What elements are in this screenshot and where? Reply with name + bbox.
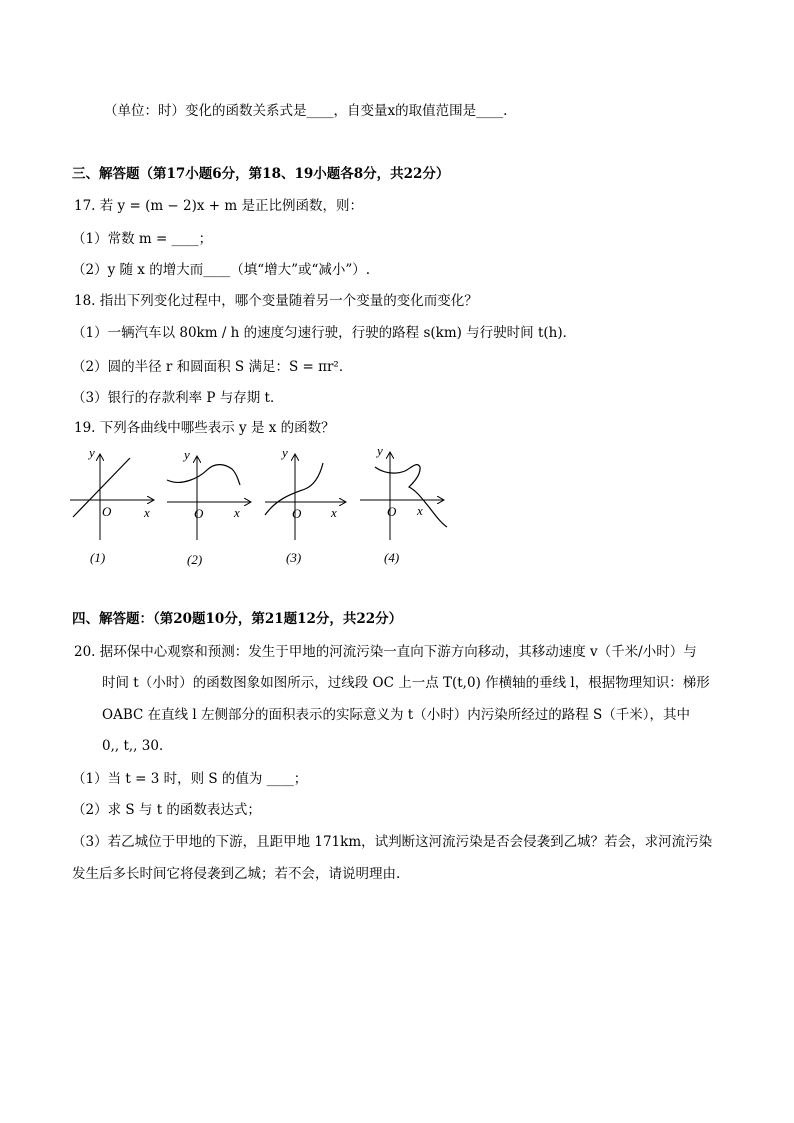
graph-4 [360,445,447,540]
graph-4-curve [375,465,447,527]
q20-part3a: （3）若乙城位于甲地的下游，且距甲地 171km，试判断这河流污染是否会侵袭到乙城？若会，求河流污染 [72,834,713,850]
graph-1 [70,445,153,540]
q20-line1: 20. 据环保中心观察和预测：发生于甲地的河流污染一直向下游方向移动，其移动速度 v（千米/小时）与 [74,644,697,660]
graph-3-x-label: x [331,505,337,520]
q20-line2: 时间 t（小时）的函数图象如图所示，过线段 OC 上一点 T(t,0) 作横轴的垂线 l，根据物理知识：梯形 [102,675,710,691]
q18-part3: （3）银行的存款利率 P 与存期 t． [72,390,284,406]
graph-2 [167,447,250,540]
q19-graphs [65,445,465,575]
graph-3 [265,445,345,540]
section-3-heading: 三、解答题（第17小题6分，第18、19小题各8分，共22分） [72,166,450,182]
graph-4-x-label: x [417,503,423,518]
graph-4-caption: (4) [384,550,400,565]
graph-2-caption: (2) [187,552,203,567]
q17-part1: （1）常数 m = ____； [72,231,213,247]
graph-3-caption: (3) [286,550,302,565]
graph-2-curve [167,465,240,485]
q17-stem: 17. 若 y = (m − 2)x + m 是正比例函数，则： [74,198,363,214]
graph-2-y-label: y [184,447,190,462]
q20-part1: （1）当 t = 3 时，则 S 的值为 ____； [72,771,308,787]
q17-part2: （2）y 随 x 的增大而____（填“增大”或“减小”）. [72,262,371,278]
q16-tail: （单位：时）变化的函数关系式是____，自变量x的取值范围是____. [104,103,508,119]
graph-2-o-label: O [194,506,204,521]
q20-line4: 0,, t,, 30． [102,738,173,754]
graph-3-o-label: O [292,506,302,521]
q18-stem: 18. 指出下列变化过程中，哪个变量随着另一个变量的变化而变化？ [74,293,478,309]
graph-2-x-label: x [234,505,240,520]
q18-part1: （1）一辆汽车以 80km / h 的速度匀速行驶，行驶的路程 s(km) 与行驶时间 t(h)． [72,325,577,341]
section-4-heading: 四、解答题：（第20题10分，第21题12分，共22分） [72,611,403,627]
graph-1-y-label: y [89,445,95,460]
graph-1-caption: (1) [90,550,106,565]
graph-3-y-label: y [282,445,288,460]
q20-part2: （2）求 S 与 t 的函数表达式； [72,802,261,818]
q20-part3b: 发生后多长时间它将侵袭到乙城；若不会，请说明理由. [72,866,401,882]
graph-4-y-label: y [377,445,383,458]
q20-line3: OABC 在直线 l 左侧部分的面积表示的实际意义为 t（小时）内污染所经过的路程 S（千米），其中 [102,707,691,723]
graph-4-o-label: O [387,504,397,519]
q18-part2: （2）圆的半径 r 和圆面积 S 满足：S = πr²． [72,359,353,375]
graph-1-x-label: x [144,505,150,520]
q19-stem: 19. 下列各曲线中哪些表示 y 是 x 的函数？ [74,420,335,436]
graph-1-o-label: O [102,504,112,519]
